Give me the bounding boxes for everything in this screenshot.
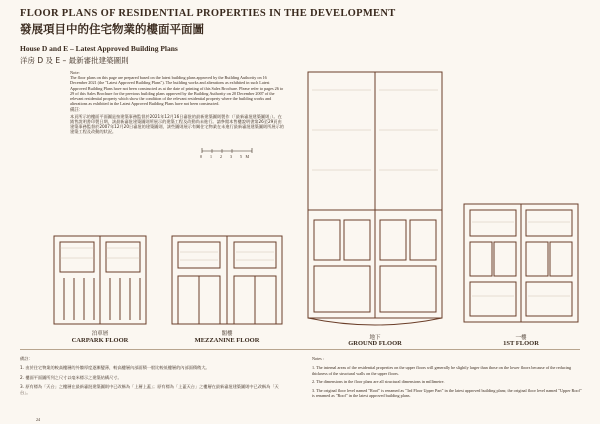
first-floor-label-zh: 一樓 [515, 335, 527, 341]
scale-bar [200, 147, 256, 161]
note-chinese: 本頁所示的樓面平面圖是按建築事務監督於2021年12月16日審批的最新建築圖則製作（「最新審批建築圖則」）。在銷售說明書印製日期，該最新審批建築圖則所展示的建築工程及改動尚未進行。請參閱本售樓說明書第26至29頁由建築事務監督於2007年12月20日審批的建築圖則，該些圖則展示有關住宅物業在未進行最新審批建築圖則所展示的建築工程及改動的狀況。 [70, 113, 284, 135]
footer-item-zh: 1. 由於住宅物業的較高樓層的外牆厚度逐漸變薄，較高樓層內部面積一般比較低樓層的內部面積稍大。 [20, 365, 210, 371]
ground-floor-plan [304, 70, 446, 334]
note-label: Note: [70, 70, 80, 75]
section-subtitle-en: House D and E – Latest Approved Building Plans [20, 44, 178, 53]
section-subtitle-zh: 洋房 D 及 E – 最新審批建築圖則 [20, 56, 129, 65]
first-floor-label-en: 1ST FLOOR [503, 340, 539, 347]
footer-item-zh: 2. 樓面平面圖所列之尺寸以毫米標示之建築結構尺寸。 [20, 374, 122, 380]
carpark-floor-plan [50, 228, 150, 328]
footer-label-zh: 備註： [20, 356, 33, 361]
carpark-floor-label-en: CARPARK FLOOR [71, 337, 129, 344]
mezzanine-floor-label-en: MEZZANINE FLOOR [194, 337, 260, 344]
page-number: 24 [36, 417, 40, 422]
note-label-zh: 備註： [70, 108, 84, 114]
footer-item-en: 2. The dimensions in the floor plans are all structural dimensions in millimetre. [312, 379, 445, 385]
note-english: The floor plans on this page are prepared based on the latest building plans approved by the Building Authority on 16 December 2021 (the "Latest Approved Building Plans"). The building works and alterations as exhibited in such Latest Approved Building Plans have not been constructed as at the date of printing of this Sales Brochure. Please refer to pages 26 to 29 of this Sales Brochure for the previous building plans approved by the Building Authority on 20 December 2007 of the relevant residential property which show the condition of the relevant residential property where the building works and alterations as exhibited in the Latest Approved Building Plans have not been constructed. [70, 75, 284, 107]
mezzanine-floor-label-zh: 閣樓 [221, 331, 233, 337]
scale-label: 0 1 2 3 5M [200, 154, 253, 159]
footer-notes-zh [20, 356, 282, 395]
footer-item-en: 1. The internal areas of the residential properties on the upper floors will generally be slightly larger than those on the lower floors because of the reducing thickness of the structural walls on the upper floors. [312, 365, 572, 376]
footer-item-en: 3. The original floor level named "Roof" is renamed as "3rd Floor Upper Part" in the latest approved building plans; the original floor level named "Upper Roof" is renamed as "Roof" in the latest approved building plans. [312, 387, 582, 399]
note-block [70, 70, 285, 136]
footer-divider [20, 349, 580, 350]
page-title-zh: 發展項目中的住宅物業的樓面平面圖 [20, 22, 204, 36]
footer-label-en: Notes : [312, 356, 324, 361]
page-title-en: FLOOR PLANS OF RESIDENTIAL PROPERTIES IN THE DEVELOPMENT [20, 8, 396, 19]
carpark-floor-label-zh: 泊車層 [91, 331, 109, 337]
first-floor-plan [456, 200, 586, 332]
mezzanine-floor-plan [168, 228, 286, 328]
footer-item-zh: 3. 原有標為「天台」之樓層在最新審批建築圖則中已改稱為「上層上蓋」；原有標為「上蓋天台」之樓層在最新審批建築圖則中已改稱為「天台」。 [20, 384, 279, 395]
ground-floor-label-en: GROUND FLOOR [348, 340, 402, 347]
ground-floor-label-zh: 地下 [369, 335, 381, 341]
footer-notes-en [312, 356, 582, 398]
